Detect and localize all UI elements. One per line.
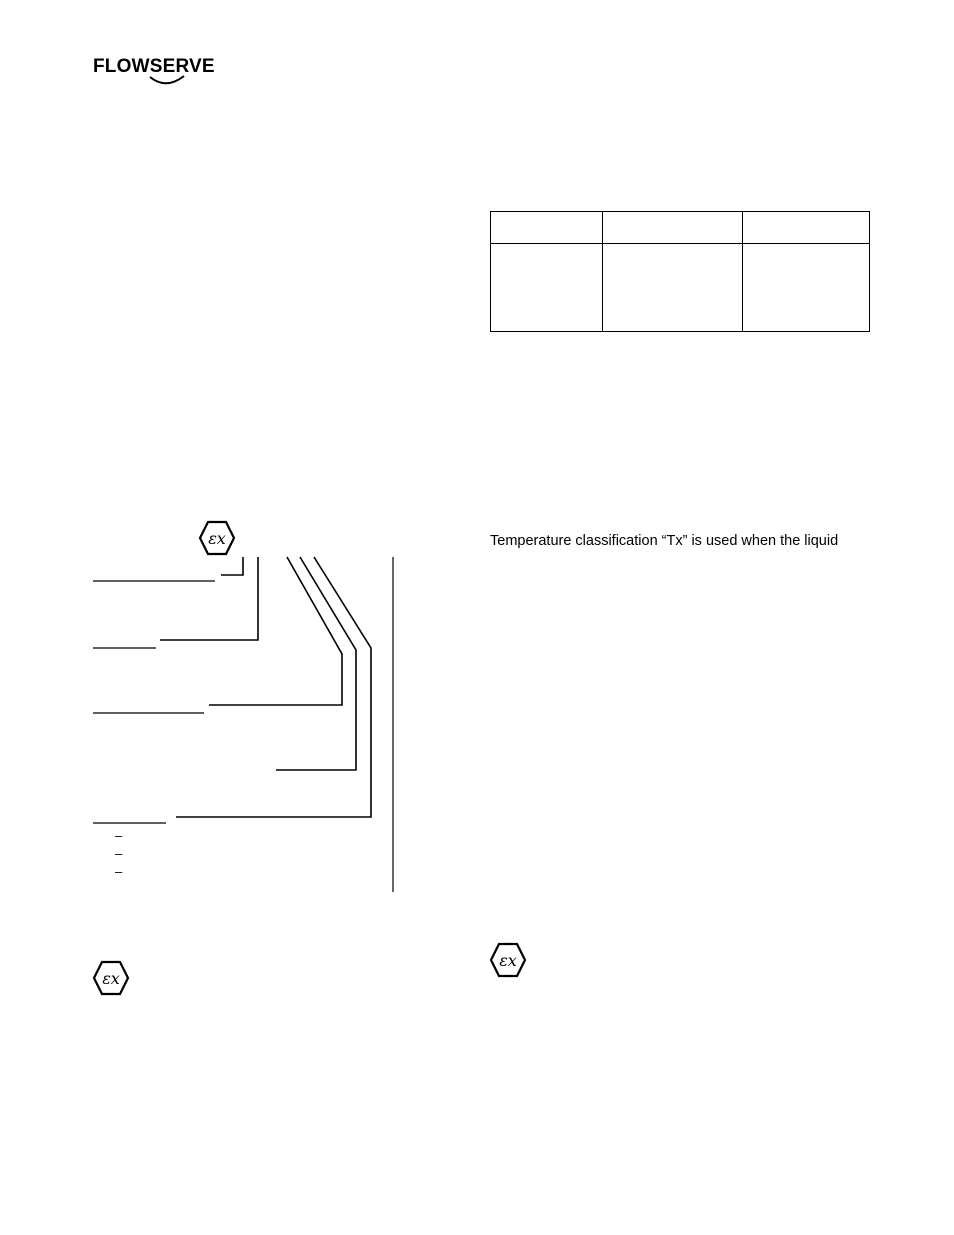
ex-hexagon-icon [489, 942, 527, 978]
ex-hexagon-icon [198, 520, 236, 556]
svg-text:εx: εx [208, 529, 226, 548]
ex-hexagon-icon [92, 960, 130, 996]
dash-item: – [115, 828, 123, 843]
temperature-classification-text: Temperature classification “Tx” is used when the liquid [490, 533, 839, 549]
dash-item: – [115, 846, 123, 861]
svg-text:εx: εx [102, 969, 120, 988]
svg-text:εx: εx [499, 951, 517, 970]
dash-item: – [115, 864, 123, 879]
flowserve-logo: FLOWSERVE [93, 56, 215, 77]
